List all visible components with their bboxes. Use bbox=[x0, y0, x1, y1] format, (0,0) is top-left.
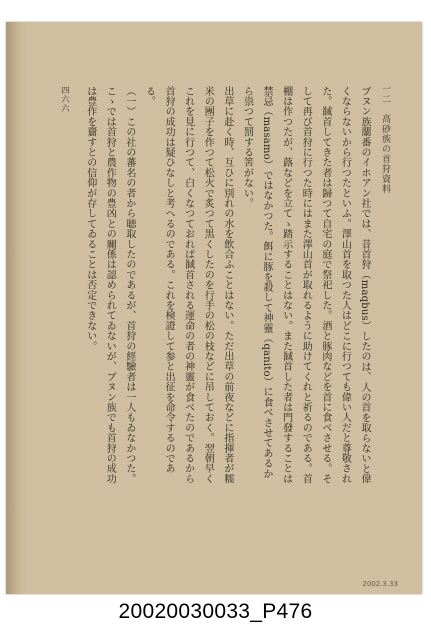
paragraph: 出草に赴く時、互ひに別れの水を飲合ふことはない。ただ出草の前夜などに指揮者が糯米の團子を作つて松火で炙つて黒くしたのを行手の松の枝などに吊しておく。翌朝早くこれを見に行つて、白くなつておれば馘首される運命の者の神靈が食べたのであるから首狩の成功は疑ひなしと考へるのである。これを検證して参と出征を命令するのである。 bbox=[143, 86, 233, 484]
footnote: こゝでは首狩と農作物の豊凶との關係は認められてゐないが、ブヌン族でも首狩の成功は豊作を齎すとの信仰が存してゐることは否定できない。 bbox=[84, 86, 116, 484]
page-number: 四六六 bbox=[61, 86, 70, 113]
paragraph: ブヌン族蘭番のイホアン社では、昔首狩（maqbus）したのは、人の首を取らないと偉くならないから行つたといふ。澤山首を取つた人はどこに行つても偉い人だと尊敬された。馘首してきた者は歸つて自宅の庭で祭祀した。酒と豚肉などを首に食べさせる。そして再び首狩に行つた時にはまた澤山首が取れるように助けてくれと祈るのである。首棚は作つたが、蕗などを立てゝ踏示することはない。また馘首した者は門發することは禁忌（masamo）ではなかつた。餌に豚を殺して神靈（qanito）に食べさせてあるから祟つて罰する筈がない。 bbox=[241, 86, 370, 485]
vertical-body-text bbox=[74, 86, 374, 486]
book-page bbox=[6, 22, 422, 594]
archive-stamp: 2002.3.33 bbox=[362, 580, 398, 588]
footnote: （一）この社の蕃名の者から聴取したのであるが、首狩の經驗者は一人もゐなかつた。 bbox=[123, 86, 135, 484]
running-header: 一二 高砂族の首狩資料 bbox=[380, 84, 390, 194]
image-caption: 20020030033_P476 bbox=[118, 600, 313, 623]
page-spine-shadow bbox=[6, 22, 28, 594]
